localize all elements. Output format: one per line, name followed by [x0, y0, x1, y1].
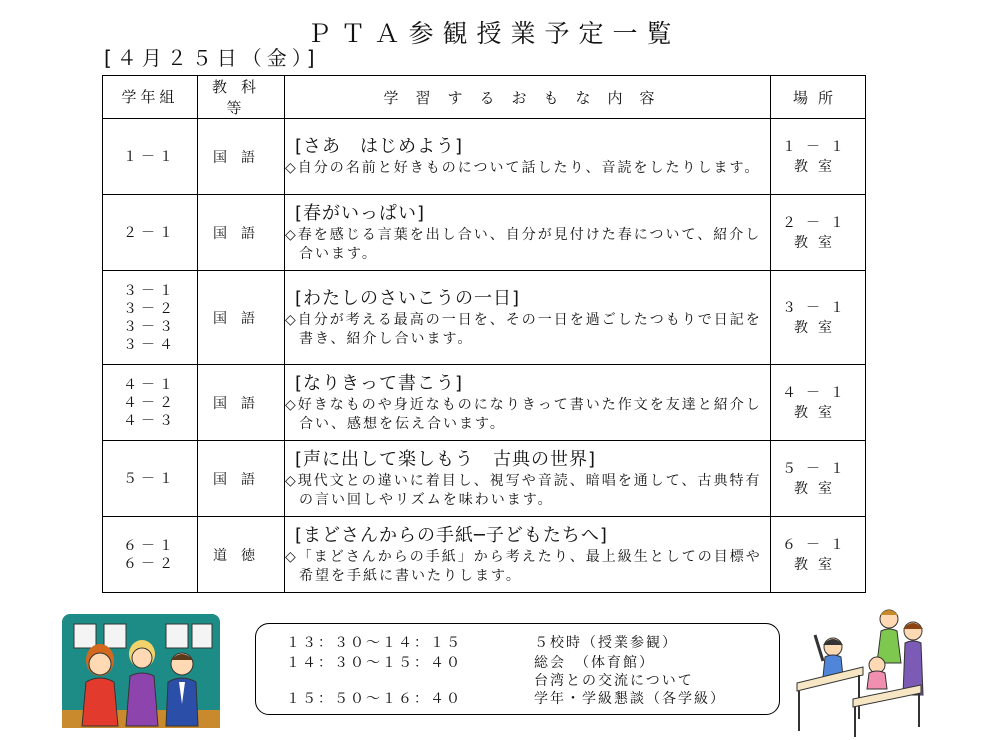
table-row [103, 271, 866, 365]
event-schedule-box [255, 623, 780, 715]
subject-cell: 国語 [198, 195, 285, 271]
unit-description: ◇現代文との違いに着目し、視写や音読、暗唱を通して、古典特有の言い回しやリズムを味わいます。 [285, 472, 762, 508]
table-row [103, 517, 866, 593]
grade-class: ６－２ [123, 555, 177, 572]
content-cell [285, 119, 771, 195]
schedule-time: １３：３０～１４：１５ [286, 635, 462, 651]
grade-class: ２－１ [123, 224, 177, 241]
unit-description: ◇「まどさんからの手紙」から考えたり、最上級生としての目標や希望を手紙に書いたりします。 [285, 548, 762, 584]
place-cell [771, 441, 866, 517]
grade-cell [103, 517, 198, 593]
place-cell [771, 195, 866, 271]
grade-class: ６－１ [123, 537, 177, 554]
unit-description: ◇自分が考える最高の一日を、その一日を過ごしたつもりで日記を書き、紹介し合います。 [285, 311, 762, 347]
schedule-event: 学年・学級懇談（各学級） [534, 691, 726, 707]
grade-class: ３－２ [123, 300, 177, 317]
classroom-students-illustration [793, 603, 943, 737]
content-cell [285, 441, 771, 517]
content-cell [285, 517, 771, 593]
place-room: ５－１ [782, 460, 854, 477]
place-label: 教室 [794, 556, 842, 573]
unit-title: [まどさんからの手紙─子どもたちへ] [295, 524, 608, 546]
grade-class: ４－１ [123, 376, 177, 393]
place-cell [771, 517, 866, 593]
unit-description: ◇自分の名前と好きものについて話したり、音読をしたりします。 [285, 160, 761, 176]
grade-cell [103, 195, 198, 271]
content-cell [285, 365, 771, 441]
table-row [103, 119, 866, 195]
grade-class: ４－３ [123, 412, 177, 429]
parents-at-chalkboard-illustration [62, 614, 220, 728]
subject-cell: 国語 [198, 119, 285, 195]
schedule-event: ５校時（授業参観） [534, 635, 678, 651]
grade-cell [103, 441, 198, 517]
content-cell [285, 195, 771, 271]
place-cell [771, 365, 866, 441]
unit-title: [声に出して楽しもう 古典の世界] [295, 448, 597, 470]
table-header-row [103, 76, 866, 119]
place-label: 教室 [794, 234, 842, 251]
unit-title: [わたしのさいこうの一日] [295, 287, 521, 309]
place-room: ４－１ [782, 384, 854, 401]
place-room: ２－１ [782, 214, 854, 231]
place-room: １－１ [782, 138, 854, 155]
event-date: [４月２５日（金）] [104, 46, 320, 70]
schedule-table [102, 75, 866, 593]
schedule-event: 総会 （体育館） [534, 655, 655, 671]
header-place: 場所 [771, 76, 866, 119]
place-cell [771, 119, 866, 195]
place-label: 教室 [794, 480, 842, 497]
subject-cell: 国語 [198, 365, 285, 441]
grade-class: ３－４ [123, 336, 177, 353]
page-title: ＰＴＡ参観授業予定一覧 [306, 19, 681, 48]
place-cell [771, 271, 866, 365]
unit-title: [なりきって書こう] [295, 372, 464, 394]
header-grade: 学年組 [103, 76, 198, 119]
grade-class: １－１ [123, 148, 177, 165]
unit-description: ◇好きなものや身近なものになりきって書いた作文を友達と紹介し合い、感想を伝え合います。 [285, 396, 762, 432]
schedule-time: １５：５０～１６：４０ [286, 691, 462, 707]
grade-cell [103, 119, 198, 195]
header-content: 学習するおもな内容 [285, 76, 771, 119]
grade-cell [103, 271, 198, 365]
place-room: ３－１ [782, 299, 854, 316]
unit-title: [さあ はじめよう] [295, 136, 464, 157]
place-room: ６－１ [782, 536, 854, 553]
table-row [103, 195, 866, 271]
place-label: 教室 [794, 158, 842, 175]
place-label: 教室 [794, 404, 842, 421]
unit-title: [春がいっぱい] [295, 202, 426, 224]
subject-cell: 国語 [198, 441, 285, 517]
grade-class: ３－３ [123, 318, 177, 335]
grade-class: ５－１ [123, 470, 177, 487]
table-row [103, 441, 866, 517]
place-label: 教室 [794, 319, 842, 336]
table-row [103, 365, 866, 441]
subject-cell: 国語 [198, 271, 285, 365]
subject-cell: 道徳 [198, 517, 285, 593]
grade-class: ４－２ [123, 394, 177, 411]
grade-class: ３－１ [123, 282, 177, 299]
schedule-time: １４：３０～１５：４０ [286, 655, 462, 671]
content-cell [285, 271, 771, 365]
grade-cell [103, 365, 198, 441]
header-subject: 教科等 [198, 76, 285, 119]
schedule-event: 台湾との交流について [534, 673, 694, 689]
unit-description: ◇春を感じる言葉を出し合い、自分が見付けた春について、紹介し合います。 [285, 226, 762, 262]
